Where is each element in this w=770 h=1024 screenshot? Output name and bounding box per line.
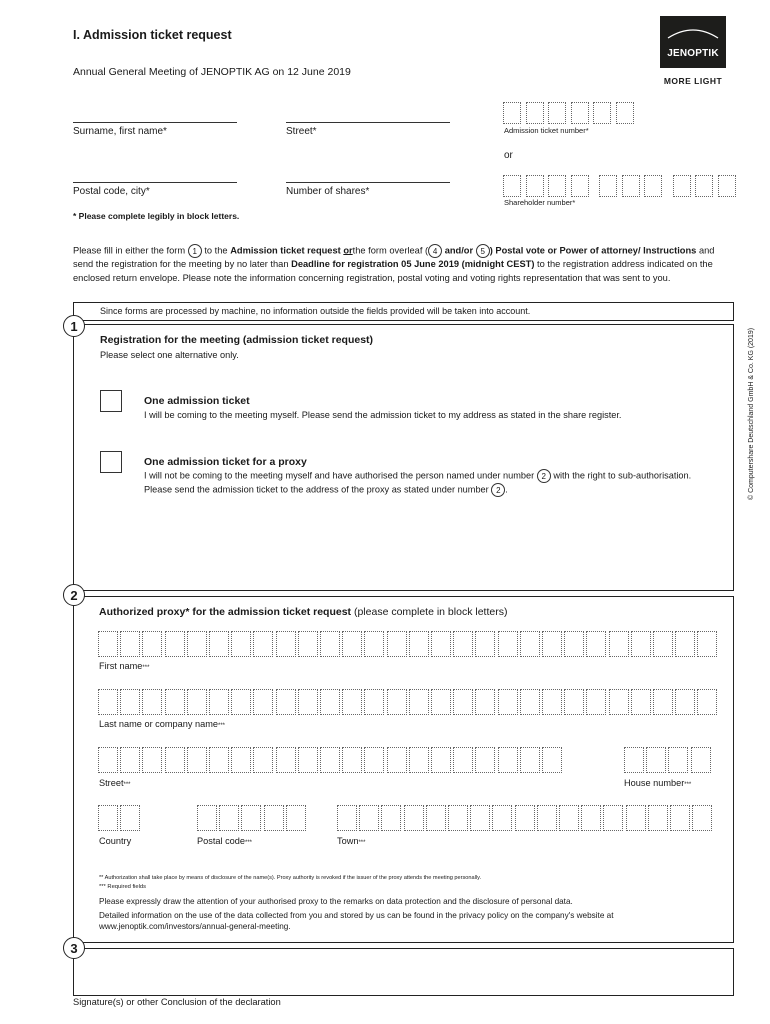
copyright-note: © Computershare Deutschland GmbH & Co. KG (2019) (748, 327, 755, 500)
char-box[interactable] (653, 689, 673, 715)
char-box[interactable] (253, 631, 273, 657)
block-letters-note: * Please complete legibly in block letters. (73, 211, 240, 221)
last-name-label (99, 718, 225, 732)
last-name-text: Last name or company name (99, 719, 218, 729)
char-box[interactable] (593, 102, 611, 124)
option2-text (144, 469, 704, 497)
proxy-street-label (99, 777, 131, 791)
char-box[interactable] (431, 689, 451, 715)
ref-circle-2b: 2 (491, 483, 505, 497)
char-box[interactable] (503, 102, 521, 124)
char-box[interactable] (718, 175, 736, 197)
first-name-stars: *** (142, 665, 150, 671)
char-box[interactable] (364, 631, 384, 657)
char-box[interactable] (526, 102, 544, 124)
section3-number: 3 (63, 937, 85, 959)
char-box[interactable] (697, 631, 717, 657)
char-box[interactable] (571, 175, 589, 197)
char-box[interactable] (409, 631, 429, 657)
char-box[interactable] (120, 631, 140, 657)
logo-arc-icon (660, 16, 726, 68)
char-box[interactable] (581, 805, 601, 831)
intro-text-4: and send the registration for the meeting by no later than (73, 245, 715, 269)
char-box[interactable] (197, 805, 217, 831)
char-box[interactable] (498, 631, 518, 657)
char-box[interactable] (320, 631, 340, 657)
char-box[interactable] (426, 805, 446, 831)
char-box[interactable] (342, 631, 362, 657)
shares-label: Number of shares* (286, 186, 370, 197)
char-box[interactable] (644, 175, 662, 197)
char-box[interactable] (120, 689, 140, 715)
option2-text-a: I will not be coming to the meeting myself and have authorised the person named under number (144, 470, 535, 481)
section1-title: Registration for the meeting (admission ticket request) (100, 334, 374, 346)
char-box[interactable] (648, 805, 668, 831)
char-box[interactable] (142, 689, 162, 715)
char-box[interactable] (622, 175, 640, 197)
char-box[interactable] (571, 102, 589, 124)
char-box[interactable] (586, 689, 606, 715)
char-box[interactable] (559, 805, 579, 831)
char-box[interactable] (475, 747, 495, 773)
char-box[interactable] (631, 689, 651, 715)
signature-frame[interactable] (73, 948, 734, 996)
char-box[interactable] (624, 747, 644, 773)
town-text: Town (337, 836, 359, 846)
section2-number: 2 (63, 584, 85, 606)
option2-title: One admission ticket for a proxy (144, 456, 307, 468)
char-box[interactable] (470, 805, 490, 831)
char-box[interactable] (404, 805, 424, 831)
ref-circle-4: 4 (428, 244, 442, 258)
logo-text: JENOPTIK (667, 48, 719, 59)
town-stars: *** (358, 840, 366, 846)
char-box[interactable] (187, 689, 207, 715)
char-box[interactable] (498, 689, 518, 715)
char-box[interactable] (520, 631, 540, 657)
char-box[interactable] (675, 689, 695, 715)
char-box[interactable] (537, 805, 557, 831)
postal-code-text: Postal code (197, 836, 246, 846)
char-box[interactable] (337, 805, 357, 831)
char-box[interactable] (364, 747, 384, 773)
first-name-text: First name (99, 661, 143, 671)
first-name-label (99, 660, 149, 674)
char-box[interactable] (626, 805, 646, 831)
char-box[interactable] (359, 805, 379, 831)
company-logo (660, 16, 726, 68)
char-box[interactable] (542, 747, 562, 773)
intro-bold-postal: ) Postal vote or Power of attorney/ Instructions (489, 245, 697, 256)
char-box[interactable] (431, 747, 451, 773)
option2-text-b: with the right to sub-authorisation. Please send the admission ticket to the address of the proxy as stated under number (144, 470, 692, 495)
char-box[interactable] (609, 631, 629, 657)
house-number-stars: *** (684, 782, 692, 788)
char-box[interactable] (526, 175, 544, 197)
char-box[interactable] (120, 747, 140, 773)
machine-note-frame (73, 302, 734, 321)
postal-code-stars: *** (245, 840, 253, 846)
char-box[interactable] (381, 805, 401, 831)
char-box[interactable] (586, 631, 606, 657)
char-box[interactable] (668, 747, 688, 773)
char-box[interactable] (298, 631, 318, 657)
checkbox-own-ticket[interactable] (100, 390, 122, 412)
option2-text-c: . (505, 484, 508, 495)
char-box[interactable] (675, 631, 695, 657)
shareholder-number-label: Shareholder number* (504, 198, 576, 207)
house-number-label (624, 777, 691, 791)
street-label: Street* (286, 126, 317, 137)
char-box[interactable] (653, 631, 673, 657)
char-box[interactable] (264, 805, 284, 831)
char-box[interactable] (120, 805, 140, 831)
shares-line[interactable] (286, 182, 450, 183)
meeting-subtitle: Annual General Meeting of JENOPTIK AG on 12 June 2019 (73, 66, 351, 78)
logo-tagline: MORE LIGHT (663, 76, 723, 86)
char-box[interactable] (219, 805, 239, 831)
char-box[interactable] (548, 175, 566, 197)
surname-line[interactable] (73, 122, 237, 123)
char-box[interactable] (276, 631, 296, 657)
char-box[interactable] (253, 689, 273, 715)
char-box[interactable] (187, 747, 207, 773)
char-box[interactable] (548, 102, 566, 124)
intro-bold-andor: and/or (444, 245, 474, 256)
town-label (337, 835, 365, 849)
char-box[interactable] (142, 747, 162, 773)
char-box[interactable] (564, 631, 584, 657)
intro-text-3: the form overleaf ( (352, 245, 429, 256)
postal-line[interactable] (73, 182, 237, 183)
char-box[interactable] (673, 175, 691, 197)
char-box[interactable] (503, 175, 521, 197)
char-box[interactable] (342, 747, 362, 773)
section1-number: 1 (63, 315, 85, 337)
char-box[interactable] (697, 689, 717, 715)
char-box[interactable] (241, 805, 261, 831)
intro-deadline: Deadline for registration 05 June 2019 (midnight CEST) (291, 259, 535, 269)
checkbox-proxy-ticket[interactable] (100, 451, 122, 473)
page-title: I. Admission ticket request (73, 28, 232, 42)
char-box[interactable] (691, 747, 711, 773)
ref-circle-1: 1 (188, 244, 202, 258)
char-box[interactable] (692, 805, 712, 831)
char-box[interactable] (276, 747, 296, 773)
char-box[interactable] (165, 631, 185, 657)
char-box[interactable] (165, 747, 185, 773)
char-box[interactable] (209, 689, 229, 715)
char-box[interactable] (409, 747, 429, 773)
intro-text-2: to the (204, 245, 228, 256)
postal-label: Postal code, city* (73, 186, 150, 197)
house-number-text: House number (624, 778, 685, 788)
char-box[interactable] (364, 689, 384, 715)
option1-text: I will be coming to the meeting myself. Please send the admission ticket to my address as stated in the share register. (144, 410, 622, 420)
ref-circle-2a: 2 (537, 469, 551, 483)
intro-text-5: to the registration address indicated on the enclosed return envelope. Please note the information concerning registration, postal voting and voting rights representation that was sent to you. (73, 259, 713, 283)
char-box[interactable] (453, 747, 473, 773)
char-box[interactable] (276, 689, 296, 715)
char-box[interactable] (453, 631, 473, 657)
proxy-street-text: Street (99, 778, 124, 788)
char-box[interactable] (142, 631, 162, 657)
char-box[interactable] (475, 631, 495, 657)
char-box[interactable] (695, 175, 713, 197)
char-box[interactable] (98, 747, 118, 773)
char-box[interactable] (631, 631, 651, 657)
char-box[interactable] (165, 689, 185, 715)
footnote-required: *** Required fields (99, 884, 147, 890)
ref-circle-5: 5 (476, 244, 490, 258)
char-box[interactable] (520, 689, 540, 715)
char-box[interactable] (564, 689, 584, 715)
machine-note: Since forms are processed by machine, no information outside the fields provided will be taken into account. (100, 306, 531, 316)
ticket-number-label: Admission ticket number* (504, 126, 589, 135)
data-protection-note: Please expressly draw the attention of your authorised proxy to the remarks on data protection and the disclosure of personal data. (99, 897, 573, 906)
char-box[interactable] (387, 747, 407, 773)
or-label: or (504, 150, 513, 161)
intro-text (73, 244, 723, 285)
char-box[interactable] (542, 631, 562, 657)
char-box[interactable] (231, 631, 251, 657)
char-box[interactable] (670, 805, 690, 831)
char-box[interactable] (599, 175, 617, 197)
char-box[interactable] (187, 631, 207, 657)
postal-code-label (197, 835, 252, 849)
char-box[interactable] (448, 805, 468, 831)
char-box[interactable] (209, 631, 229, 657)
char-box[interactable] (475, 689, 495, 715)
proxy-street-stars: *** (123, 782, 131, 788)
char-box[interactable] (498, 747, 518, 773)
char-box[interactable] (98, 805, 118, 831)
char-box[interactable] (542, 689, 562, 715)
intro-bold-or: or (343, 245, 353, 256)
char-box[interactable] (286, 805, 306, 831)
street-line[interactable] (286, 122, 450, 123)
char-box[interactable] (409, 689, 429, 715)
char-box[interactable] (98, 631, 118, 657)
char-box[interactable] (320, 689, 340, 715)
signature-label: Signature(s) or other Conclusion of the declaration (73, 997, 281, 1007)
char-box[interactable] (646, 747, 666, 773)
char-box[interactable] (231, 689, 251, 715)
surname-label: Surname, first name* (73, 126, 167, 137)
char-box[interactable] (387, 631, 407, 657)
char-box[interactable] (520, 747, 540, 773)
char-box[interactable] (431, 631, 451, 657)
char-box[interactable] (603, 805, 623, 831)
char-box[interactable] (515, 805, 535, 831)
char-box[interactable] (609, 689, 629, 715)
char-box[interactable] (320, 747, 340, 773)
intro-text-1: Please fill in either the form (73, 245, 186, 256)
footnote-authorization: ** Authorization shall take place by means of disclosure of the name(s). Proxy authority is revoked if the issuer of the proxy attends the meeting personally. (99, 875, 482, 881)
privacy-policy-note: Detailed information on the use of the data collected from you and stored by us can be found in the privacy policy on the company's website at www.jenoptik.com/investors/annual-general-meeting. (99, 911, 614, 931)
country-label: Country (99, 836, 132, 846)
char-box[interactable] (492, 805, 512, 831)
char-box[interactable] (342, 689, 362, 715)
last-name-stars: *** (218, 723, 226, 729)
char-box[interactable] (253, 747, 273, 773)
char-box[interactable] (298, 747, 318, 773)
char-box[interactable] (453, 689, 473, 715)
char-box[interactable] (231, 747, 251, 773)
section2-title-normal: (please complete in block letters) (353, 606, 508, 618)
char-box[interactable] (98, 689, 118, 715)
section2-title (99, 606, 507, 618)
section1-subtitle: Please select one alternative only. (100, 350, 239, 360)
char-box[interactable] (616, 102, 634, 124)
char-box[interactable] (209, 747, 229, 773)
section2-title-bold: Authorized proxy* for the admission ticket request (99, 606, 352, 618)
char-box[interactable] (387, 689, 407, 715)
intro-bold-1: Admission ticket request (230, 245, 341, 256)
option1-title: One admission ticket (144, 395, 250, 407)
char-box[interactable] (298, 689, 318, 715)
